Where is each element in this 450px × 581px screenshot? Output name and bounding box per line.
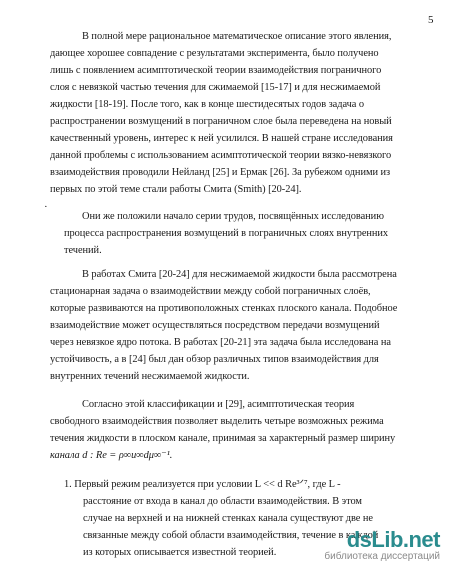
text-line: первых по этой теме стали работы Смита (Smith) [20-24]. (50, 184, 302, 195)
text-line: Они же положили начало серии трудов, посвящённых исследованию (82, 211, 384, 222)
text-line: внутренних течений несжимаемой жидкости. (50, 371, 250, 382)
text-line: слоя с невязкой частью течения для сжимаемой [15-17] и для несжимаемой (50, 82, 381, 93)
text-line: взаимодействие может осуществляться посредством передачи возмущений (50, 320, 380, 331)
text-line: которые развиваются на противоположных стенках плоского канала. Подобное (50, 303, 398, 314)
text-line: стационарная задача о взаимодействии между собой пограничных слоёв, (50, 286, 371, 297)
watermark-logo-text: dsLib.net (346, 527, 440, 552)
text-line: процесса распространения возмущений в пограничных слоях внутренних (64, 228, 389, 239)
text-line: течения жидкости в плоском канале, принимая за характерный размер ширину (50, 433, 396, 444)
dslib-watermark-logo (310, 527, 440, 567)
text-line: течений. (64, 245, 102, 256)
text-line: через невязкое ядро потока. В работах [20-21] эта задача была исследована на (50, 337, 391, 348)
text-line: взаимодействия проводили Нейланд [25] и Ермак [26]. За рубежом одними из (50, 167, 391, 178)
text-line: 1. Первый режим реализуется при условии L << d Re³ᐟ⁷, где L - (64, 479, 341, 490)
text-line: случае на верхней и на нижней стенках канала существуют две не (83, 513, 373, 524)
text-line: дающее хорошее совпадение с результатами эксперимента, было получено (50, 48, 379, 59)
text-line: связанные между собой области взаимодействия, течение в каждой (83, 530, 379, 541)
stray-mark: · (44, 201, 48, 213)
watermark-caption: библиотека диссертаций (324, 551, 440, 562)
text-line: В полной мере рациональное математическое описание этого явления, (82, 31, 392, 42)
text-line: лишь с появлением асимптотической теории взаимодействия пограничного (50, 65, 382, 76)
text-line: из которых описывается известной теорией. (83, 547, 277, 558)
text-line: Согласно этой классификации и [29], асимптотическая теория (82, 399, 355, 410)
text-line: В работах Смита [20-24] для несжимаемой жидкости была рассмотрена (82, 269, 397, 280)
text-line: устойчивость, а в [24] был дан обзор различных типов взаимодействия для (50, 354, 379, 365)
text-line: жидкости [18-19]. После того, как в конце шестидесятых годов задача о (50, 99, 365, 110)
text-line: свободного взаимодействия позволяет выделить четыре возможных режима (50, 416, 384, 427)
text-line-formula: канала d : Re = ρ∞u∞dμ∞⁻¹. (50, 450, 173, 461)
text-line: данной проблемы с использованием асимптотической теории вязко-невязкого (50, 150, 392, 161)
text-line: качественный уровень, интерес к ней усилился. В нашей стране исследования (50, 133, 393, 144)
text-line: распространении возмущений в пограничном слое была переведена на новый (50, 116, 392, 127)
page-number: 5 (428, 14, 434, 26)
text-line: расстояние от входа в канал до области взаимодействия. В этом (83, 496, 362, 507)
